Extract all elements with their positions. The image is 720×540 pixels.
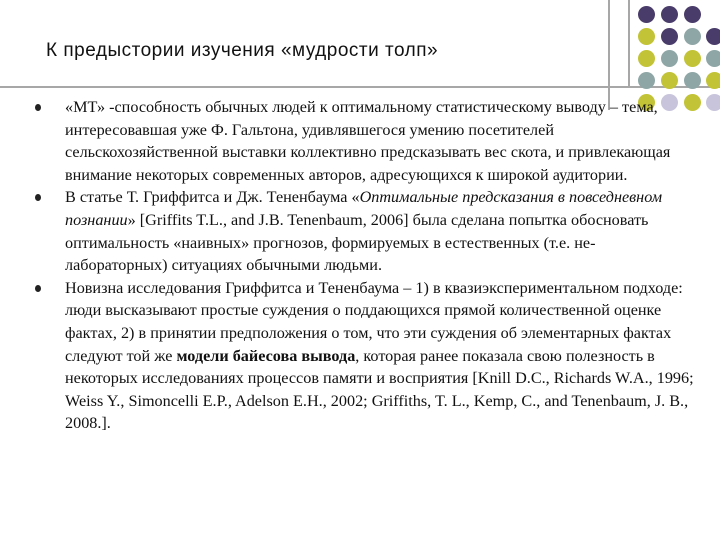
dot-icon xyxy=(661,6,678,23)
dot-icon xyxy=(684,6,701,23)
bullet-item xyxy=(34,277,694,435)
slide-title: К предыстории изучения «мудрости толп» xyxy=(46,40,439,61)
article-title: Оптимальные предсказания в повседневном познании xyxy=(65,188,663,229)
bullet-dot-icon xyxy=(35,194,41,201)
bullet-dot-icon xyxy=(35,104,41,111)
vertical-divider xyxy=(608,0,610,110)
bullet-list xyxy=(34,96,694,435)
bold-term: модели байесова вывода xyxy=(176,346,356,365)
bullet-dot-icon xyxy=(35,285,41,292)
dot-icon xyxy=(661,72,678,89)
dot-icon xyxy=(638,72,655,89)
dot-icon xyxy=(638,6,655,23)
bullet-text: » [Griffits T.L., and J.B. Tenenbaum, 2006] была сделана попытка обосновать оптимальность «наивных» прогнозов, формируемых в естественных (т.е. не-лабораторных) ситуациях обычными людьми. xyxy=(65,210,649,275)
dot-icon xyxy=(684,72,701,89)
vertical-divider xyxy=(628,0,630,86)
bullet-item xyxy=(34,96,694,186)
dot-icon xyxy=(638,50,655,67)
dot-icon xyxy=(661,28,678,45)
horizontal-divider xyxy=(0,86,720,88)
dot-icon xyxy=(684,28,701,45)
bullet-text: , которая ранее показала свою полезность в некоторых исследованиях процессов памяти и восприятия [Knill D.C., Richards W.A., 1996; Weiss Y., Simoncelli E.P., Adelson E.H., 2002; Griffiths, T. L., Kemp, C., and Tenenbaum, J. B., 2008.]. xyxy=(65,346,694,433)
bullet-text: В статье Т. Гриффитса и Дж. Тененбаума « xyxy=(65,188,360,207)
dot-icon xyxy=(661,50,678,67)
bullet-item xyxy=(34,186,694,276)
dot-icon xyxy=(706,28,720,45)
dot-icon xyxy=(706,72,720,89)
dot-icon xyxy=(684,50,701,67)
dot-icon xyxy=(706,50,720,67)
dot-icon xyxy=(706,94,720,111)
bullet-text: Новизна исследования Гриффитса и Тененбаума – 1) в квазиэкспериментальном подходе: люди высказывают простые суждения о поддающихся прямой количественной оценке фактах, 2) в принятии предположения о том, что эти суждения об элементарных фактах следуют той же xyxy=(65,278,683,365)
dot-icon xyxy=(638,28,655,45)
bullet-text: «МТ» -способность обычных людей к оптимальному статистическому выводу – тема, интересовавшая уже Ф. Гальтона, удивлявшегося умению посетителей сельскохозяйственной выставки коллективно предсказывать вес скота, и привлекающая внимание некоторых современных авторов, адресующихся к широкой аудитории. xyxy=(65,98,671,184)
